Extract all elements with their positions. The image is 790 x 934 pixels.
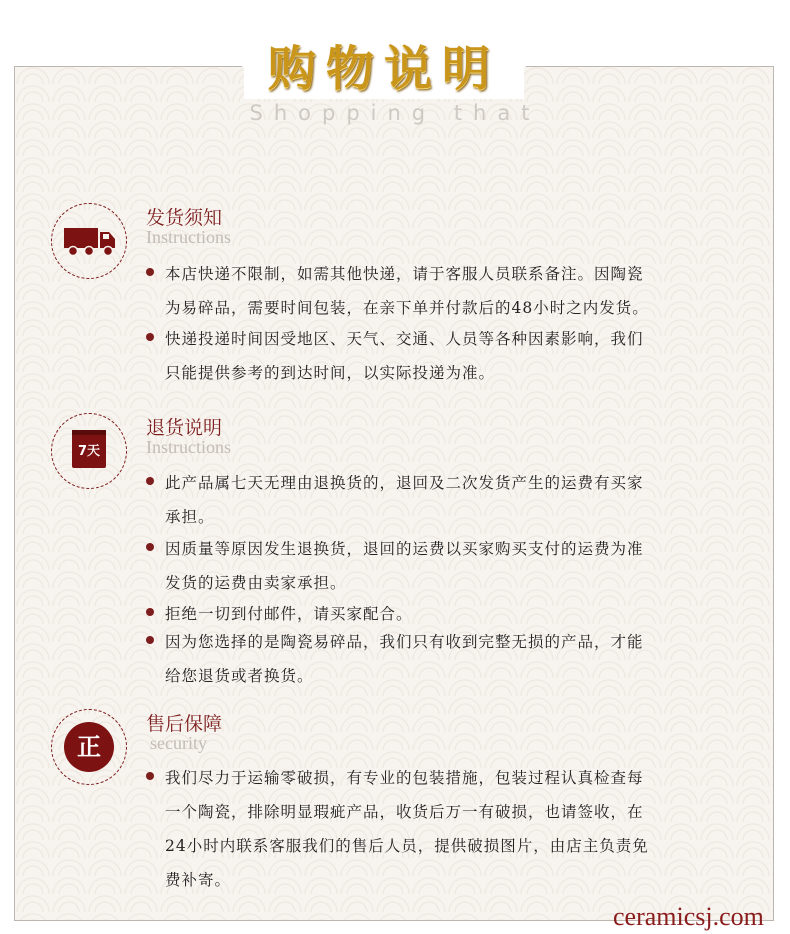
zheng-badge: 正 [64, 722, 114, 772]
bullet-icon [146, 608, 154, 616]
text-line: 承担。 [165, 508, 215, 526]
calendar-badge [72, 430, 106, 468]
text-line: 一个陶瓷，排除明显瑕疵产品，收货后万一有破损，也请签收，在 [165, 803, 644, 821]
page-subtitle: Shopping that [249, 101, 541, 125]
bullet-icon [146, 268, 154, 276]
text-line: 发货的运费由卖家承担。 [165, 574, 347, 592]
text-line: 为易碎品，需要时间包装，在亲下单并付款后的48小时之内发货。 [165, 299, 649, 317]
section-subtitle-after-sales: security [150, 733, 207, 753]
section-title-after-sales: 售后保障 [146, 713, 223, 735]
section-title-returns: 退货说明 [146, 417, 223, 439]
section-subtitle-shipping: Instructions [146, 227, 231, 247]
bullet-icon [146, 772, 154, 780]
text-line: 拒绝一切到付邮件，请买家配合。 [165, 605, 413, 623]
text-line: 24小时内联系客服我们的售后人员，提供破损图片，由店主负责免 [165, 837, 649, 855]
text-line: 我们尽力于运输零破损，有专业的包装措施，包装过程认真检查每 [165, 769, 644, 787]
text-line: 因质量等原因发生退换货，退回的运费以买家购买支付的运费为准 [165, 540, 644, 558]
text-line: 快递投递时间因受地区、天气、交通、人员等各种因素影响，我们 [165, 330, 644, 348]
bullet-icon [146, 636, 154, 644]
text-line: 因为您选择的是陶瓷易碎品，我们只有收到完整无损的产品，才能 [165, 633, 644, 651]
text-line: 费补寄。 [165, 871, 232, 889]
zheng-badge-icon [51, 709, 127, 785]
bullet-icon [146, 543, 154, 551]
calendar-badge-label: 7天 [77, 444, 101, 459]
text-line: 本店快递不限制，如需其他快递，请于客服人员联系备注。因陶瓷 [165, 265, 644, 283]
bullet-icon [146, 333, 154, 341]
content-panel [14, 66, 774, 921]
site-watermark: ceramicsj.com [613, 902, 764, 931]
section-subtitle-returns: Instructions [146, 437, 231, 457]
truck-icon [51, 203, 127, 279]
section-title-shipping: 发货须知 [146, 207, 223, 229]
divider-line-left [14, 66, 242, 67]
text-line: 此产品属七天无理由退换货的，退回及二次发货产生的运费有买家 [165, 474, 644, 492]
divider-line-right [526, 66, 774, 67]
text-line: 只能提供参考的到达时间，以实际投递为准。 [165, 364, 496, 382]
page-title: 购物说明 [244, 30, 524, 99]
calendar-7day-icon [51, 413, 127, 489]
text-line: 给您退货或者换货。 [165, 667, 314, 685]
bullet-icon [146, 477, 154, 485]
